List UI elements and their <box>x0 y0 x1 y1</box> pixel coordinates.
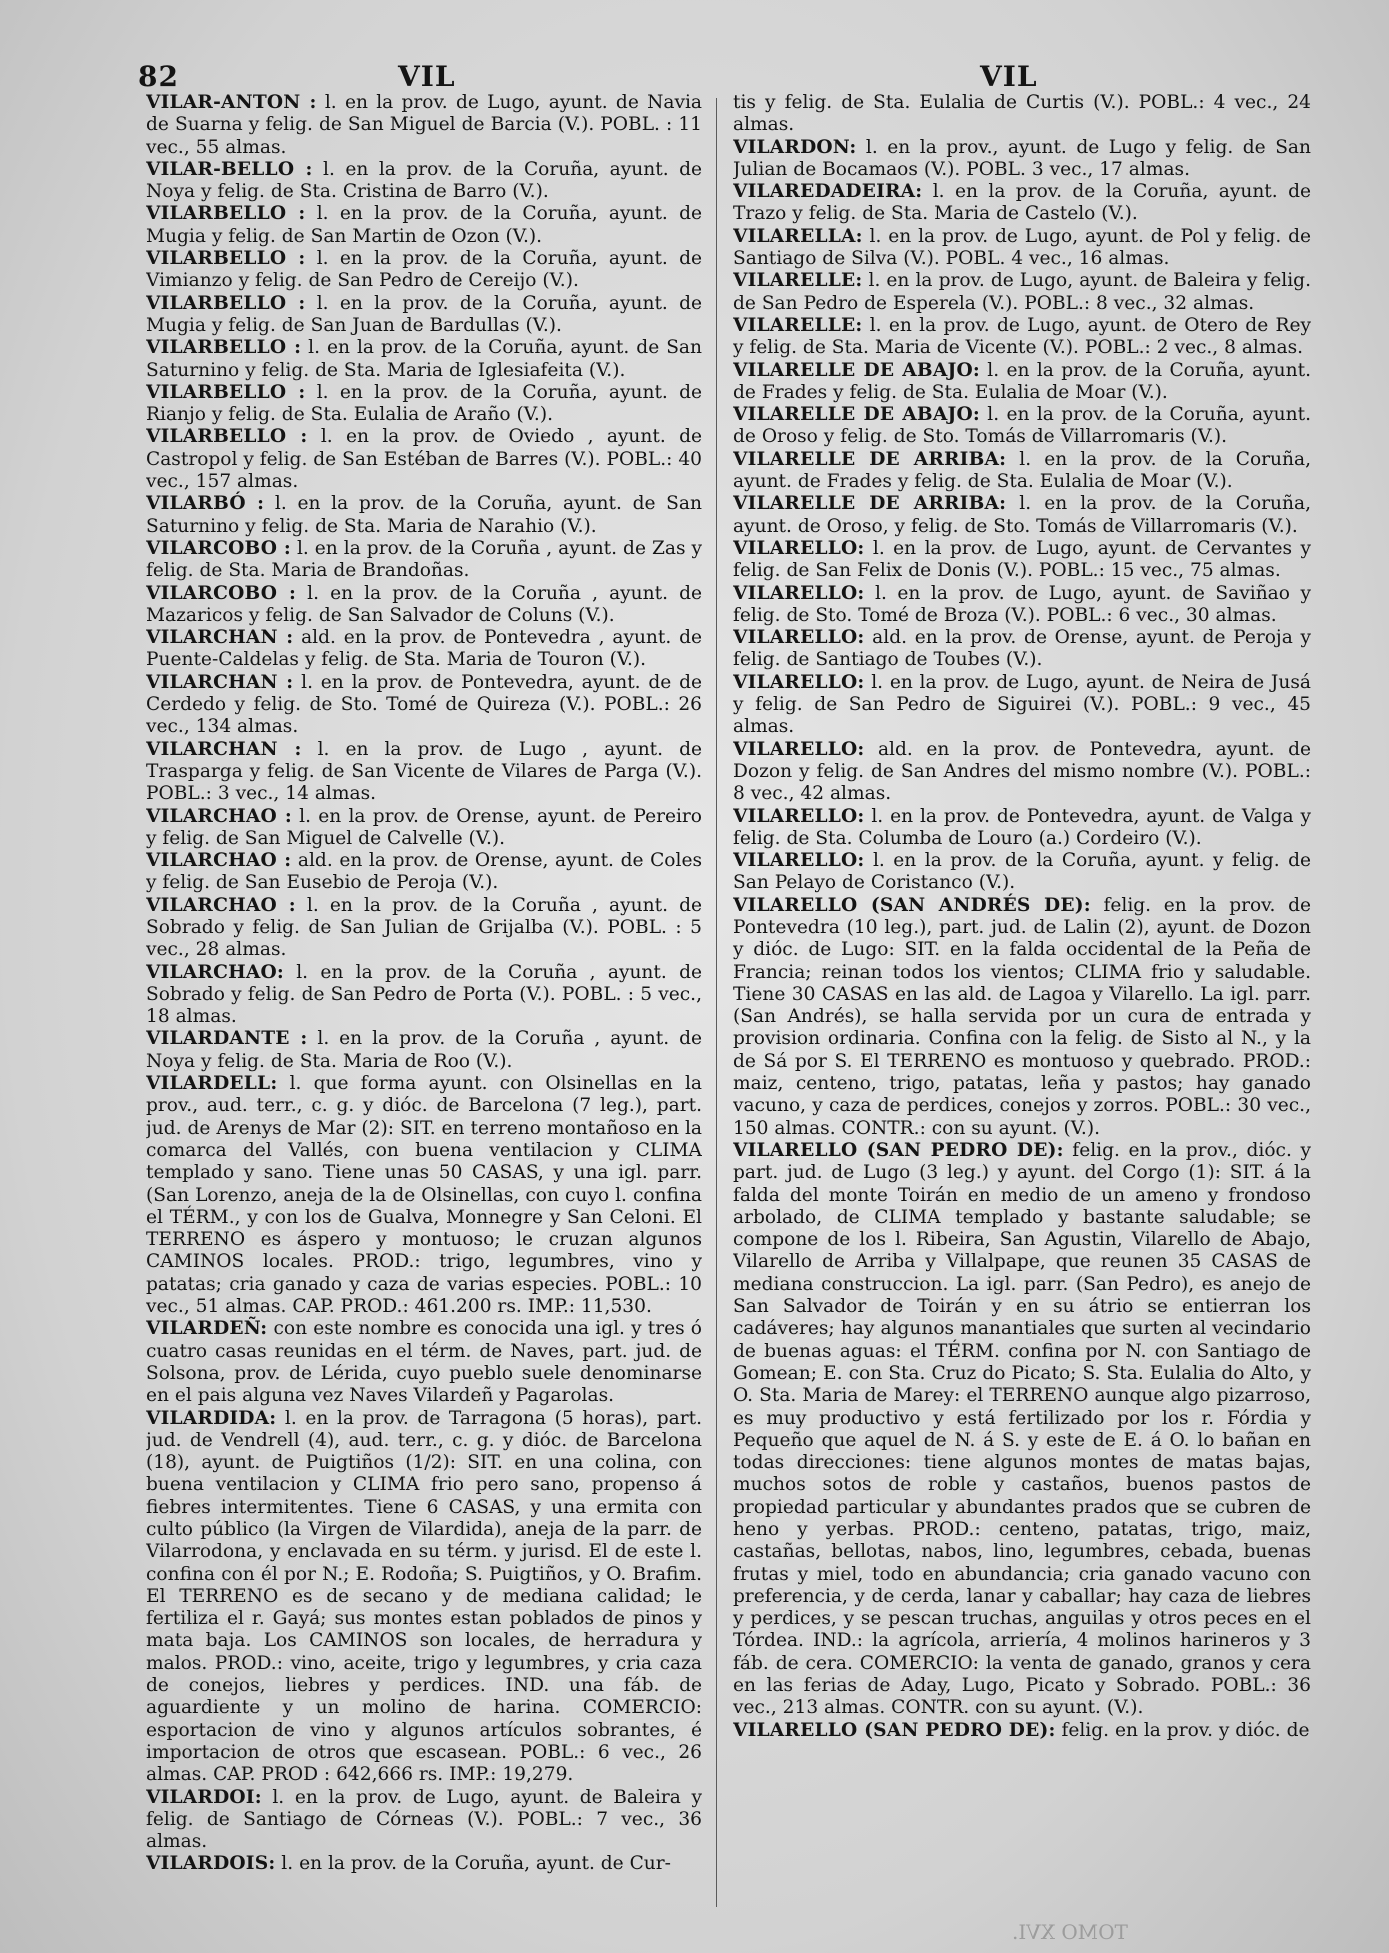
entry <box>146 583 702 628</box>
entry <box>146 493 702 538</box>
entry-headword: VILARCHAN : <box>146 671 294 693</box>
entry-body: l. en la prov., ayunt. de Lugo y felig. de San Julian de Bocamaos (V.). POBL. 3 vec., 17 almas. <box>733 136 1311 180</box>
entry-body: l. en la prov. de la Coruña , ayunt. de Mazaricos y felig. de San Salvador de Coluns (V.). <box>146 582 702 626</box>
entry-headword: VILARELLE DE ABAJO: <box>733 404 980 426</box>
entry-headword: VILARELLO: <box>733 537 865 559</box>
entry-body: l. en la prov. de Orense, ayunt. de Pereiro y felig. de San Miguel de Calvelle (V.). <box>146 805 702 849</box>
entry-body: felig. en la prov. de Pontevedra (10 leg.), part. jud. de Lalin (2), ayunt. de Dozon y dióc. de Lugo: SIT. en la falda occidental de la Peña de Francia; reinan todos los vientos; CLIMA frio y saludable. Tiene 30 CASAS en las ald. de Lagoa y Vilarello. La igl. parr. (San Andrés), se halla servida por un cura de entrada y provision ordinaria. Confina con la felig. de Sisto al N., y la de Sá por S. El TERRENO es montuoso y quebrado. PROD.: maiz, centeno, trigo, patatas, leña y pastos; hay ganado vacuno, y caza de perdices, conejos y zorros. POBL.: 30 vec., 150 almas. CONTR.: con su ayunt. (V.). <box>733 894 1311 1139</box>
entry-headword: VILARELLE: <box>733 314 863 336</box>
entry-headword: VILARDON: <box>733 136 857 158</box>
entry-headword: VILARELLO (SAN PEDRO DE): <box>733 1719 1056 1741</box>
entry-headword: VILARELLO: <box>733 582 865 604</box>
entry-body: l. en la prov. de Lugo, ayunt. de Cervantes y felig. de San Felix de Donis (V.). POBL.: 15 vec., 75 almas. <box>733 537 1311 582</box>
entry-body: l. en la prov. de Lugo, ayunt. de Baleira y felig. de San Pedro de Esperela (V.). POBL.: 8 vec., 32 almas. <box>733 270 1311 314</box>
entry-headword: VILARDOI: <box>146 1786 262 1808</box>
entry <box>146 337 702 382</box>
entry <box>733 181 1311 226</box>
entry-body: l. en la prov. de la Coruña, ayunt. de Oroso, y felig. de Sto. Tomás de Villarromaris (V.). <box>733 493 1311 537</box>
entry <box>733 538 1311 583</box>
entry-headword: VILARELLO: <box>733 738 865 760</box>
entry-body: l. en la prov. de la Coruña , ayunt. de Noya y felig. de Sta. Maria de Roo (V.). <box>146 1028 702 1072</box>
entry <box>733 627 1311 672</box>
entry-body: l. en la prov. de Lugo, ayunt. de Baleira y felig. de Santiago de Córneas (V.). POBL.: 7 vec., 36 almas. <box>146 1786 702 1853</box>
entry: tis y felig. de Sta. Eulalia de Curtis (V.). POBL.: 4 vec., 24 almas. <box>733 92 1311 136</box>
entry-body: l. en la prov. de Lugo , ayunt. de Trasparga y felig. de San Vicente de Vilares de Parga (V.). POBL.: 3 vec., 14 almas. <box>146 738 702 805</box>
entry <box>146 962 702 1029</box>
entry-headword: VILARELLA: <box>733 225 863 247</box>
entry <box>733 270 1311 315</box>
entry-body: con este nombre es conocida una igl. y tres ó cuatro casas reunidas en el térm. de Naves, part. jud. de Solsona, prov. de Lérida, cuyo pueblo suele denominarse en el pais alguna vez Naves Vilardeñ y Pagarolas. <box>146 1318 702 1407</box>
entry <box>146 739 702 806</box>
entry-headword: VILAR-ANTON : <box>146 92 317 113</box>
entry <box>733 404 1311 449</box>
entry-body: ald. en la prov. de Orense, ayunt. de Coles y felig. de San Eusebio de Peroja (V.). <box>146 850 702 894</box>
entry-headword: VILARCHAN : <box>146 738 302 760</box>
entry <box>733 226 1311 271</box>
entry <box>146 850 702 895</box>
entry-body: l. en la prov. de Lugo, ayunt. de Saviñao y felig. de Sto. Tomé de Broza (V.). POBL.: 6 vec., 30 almas. <box>733 582 1311 626</box>
entry-body: l. en la prov. de la Coruña, ayunt. y felig. de San Pelayo de Coristanco (V.). <box>733 850 1311 894</box>
entry-body: l. en la prov. de Oviedo , ayunt. de Castropol y felig. de San Estéban de Barres (V.). POBL.: 40 vec., 157 almas. <box>146 426 702 493</box>
entry-body: l. en la prov. de la Coruña, ayunt. de Oroso y felig. de Sto. Tomás de Villarromaris (V.). <box>733 404 1311 448</box>
entry-body: l. en la prov. de Lugo, ayunt. de Pol y felig. de Santiago de Silva (V.). POBL. 4 vec., 16 almas. <box>733 225 1311 270</box>
entry-body: ald. en la prov. de Orense, ayunt. de Peroja y felig. de Santiago de Toubes (V.). <box>733 627 1311 671</box>
entry-body: l. en la prov. de la Coruña, ayunt. de Noya y felig. de Sta. Cristina de Barro (V.). <box>146 158 702 203</box>
entry-headword: VILARELLO: <box>733 627 865 649</box>
entry-headword: VILARDELL: <box>146 1073 278 1095</box>
entry-headword: VILARCOBO : <box>146 537 291 559</box>
entry <box>146 806 702 851</box>
entry-body: l. en la prov. de la Coruña, ayunt. de Frades y felig. de Sta. Eulalia de Moar (V.). <box>733 359 1311 403</box>
entry-headword: VILARBELLO : <box>146 292 306 314</box>
entry <box>733 137 1311 182</box>
entry-headword: VILARELLO: <box>733 850 865 872</box>
entry-headword: VILARCOBO : <box>146 582 297 604</box>
entry-headword: VILARBELLO : <box>146 337 302 359</box>
entry <box>146 248 702 293</box>
entry-headword: VILARCHAO : <box>146 850 292 872</box>
entry <box>733 493 1311 538</box>
entry <box>146 1853 702 1875</box>
entry <box>733 360 1311 405</box>
entry-body: l. en la prov. de la Coruña, ayunt. de Rianjo y felig. de Sta. Eulalia de Araño (V.). <box>146 381 702 426</box>
entry-body: ald. en la prov. de Pontevedra, ayunt. de Dozon y felig. de San Andres del mismo nombre (V.). POBL.: 8 vec., 42 almas. <box>733 738 1311 805</box>
entry <box>733 1140 1311 1720</box>
entry-headword: VILARBELLO : <box>146 426 308 448</box>
entry-headword: VILARCHAN : <box>146 627 294 649</box>
entry <box>733 850 1311 895</box>
entry-headword: VILARCHAO: <box>146 961 284 983</box>
entry <box>146 382 702 427</box>
entry-headword: VILARDIDA: <box>146 1407 277 1429</box>
entry-headword: VILARCHAO : <box>146 805 292 827</box>
entry <box>733 895 1311 1140</box>
entry-headword: VILARELLO (SAN ANDRÉS DE): <box>733 894 1091 916</box>
page-number: 82 <box>138 60 179 93</box>
entry-headword: VILARDANTE : <box>146 1028 308 1050</box>
entry-body: l. en la prov. de la Coruña , ayunt. de Zas y felig. de Sta. Maria de Brandoñas. <box>146 537 702 582</box>
entry-headword: VILAREDADEIRA: <box>733 181 923 203</box>
entry-body: l. en la prov. de Lugo, ayunt. de Neira de Jusá y felig. de San Pedro de Siguirei (V.). POBL.: 9 vec., 45 almas. <box>733 671 1311 738</box>
entry-body: l. que forma ayunt. con Olsinellas en la prov., aud. terr., c. g. y dióc. de Barcelona (7 leg.), part. jud. de Arenys de Mar (2): SIT. en terreno montañoso en la comarca del Vallés, con buena ventilacion y CLIMA templado y sano. Tiene unas 50 CASAS, y una igl. parr. (San Lorenzo, aneja de la de Olsinellas, con cuyo l. confina el TÉRM., y con los de Gualva, Monnegre y San Celoni. El TERRENO es áspero y montuoso; le cruzan algunos CAMINOS locales. PROD.: trigo, legumbres, vino y patatas; cria ganado y caza de varias especies. POBL.: 10 vec., 51 almas. CAP. PROD.: 461.200 rs. IMP.: 11,530. <box>146 1073 702 1318</box>
entry-headword: VILARBELLO : <box>146 381 306 403</box>
entry <box>733 583 1311 628</box>
entry <box>146 627 702 672</box>
left-column <box>146 92 702 1905</box>
entry-body: l. en la prov. de Pontevedra, ayunt. de Valga y felig. de Sta. Columba de Louro (a.) Cordeiro (V.). <box>733 805 1311 849</box>
entry-body: l. en la prov. de la Coruña, ayunt. de Vimianzo y felig. de San Pedro de Cereijo (V.). <box>146 248 702 292</box>
entry-body: ald. en la prov. de Pontevedra , ayunt. de Puente-Caldelas y felig. de Sta. Maria de Touron (V.). <box>146 627 702 671</box>
entry-body: l. en la prov. de Lugo, ayunt. de Navia de Suarna y felig. de San Miguel de Barcia (V.). POBL. : 11 vec., 55 almas. <box>146 92 702 158</box>
entry <box>733 806 1311 851</box>
entry <box>146 203 702 248</box>
entry-body: l. en la prov. de la Coruña, ayunt. de San Saturnino y felig. de Sta. Maria de Iglesiafeita (V.). <box>146 337 702 381</box>
entry <box>146 538 702 583</box>
entry <box>146 1408 702 1787</box>
entry-body: l. en la prov. de la Coruña, ayunt. de Cur- <box>275 1853 671 1875</box>
entry-headword: VILARELLO: <box>733 671 865 693</box>
entry <box>146 293 702 338</box>
bleed-through-text: TOMO XVI. <box>1012 1920 1128 1944</box>
entry-headword: VILARELLE: <box>733 270 863 292</box>
entry <box>146 895 702 962</box>
entry <box>733 449 1311 494</box>
entry-body: l. en la prov. de Pontevedra, ayunt. de de Cerdedo y felig. de Sto. Tomé de Quireza (V.). POBL.: 26 vec., 134 almas. <box>146 671 702 738</box>
entry-headword: VILARDEÑ: <box>146 1318 268 1340</box>
right-header-word: VIL <box>980 60 1038 93</box>
entry <box>733 672 1311 739</box>
entry <box>733 739 1311 806</box>
entry-body: l. en la prov. de Tarragona (5 horas), part. jud. de Vendrell (4), aud. terr., c. g. y dióc. de Barcelona (18), ayunt. de Puigtiños (1/2): SIT. en una colina, con buena ventilacion y CLIMA frio pero sano, propenso á fiebres intermitentes. Tiene 6 CASAS, y una ermita con culto público (la Virgen de Vilardida), aneja de la parr. de Vilarrodona, y enclavada en su térm. y jurisd. El de este l. confina con él por N.; E. Rodoña; S. Puigtiños, y O. Brafim. El TERRENO es de secano y de mediana calidad; le fertiliza el r. Gayá; sus montes estan poblados de pinos y mata baja. Los CAMINOS son locales, de herradura y malos. PROD.: vino, aceite, trigo y legumbres, y cria caza de conejos, liebres y perdices. IND. una fáb. de aguardiente y un molino de harina. COMERCIO: esportacion de vino y algunos artículos sobrantes, é importacion de otros que escasean. POBL.: 6 vec., 26 almas. CAP. PROD : 642,666 rs. IMP.: 19,279. <box>146 1407 702 1786</box>
entry-headword: VILARELLE DE ABAJO: <box>733 359 980 381</box>
entry-body: l. en la prov. de la Coruña, ayunt. de Mugia y felig. de San Juan de Bardullas (V.). <box>146 292 702 336</box>
entry-headword: VILARELLE DE ARRIBA: <box>733 448 1007 470</box>
entry <box>146 1787 702 1854</box>
entry <box>146 672 702 739</box>
entry-body: l. en la prov. de la Coruña , ayunt. de Sobrado y felig. de San Julian de Grijalba (V.). POBL. : 5 vec., 28 almas. <box>146 894 702 961</box>
entry-headword: VILARELLE DE ARRIBA: <box>733 493 1007 515</box>
entry <box>146 1028 702 1073</box>
entry-body: l. en la prov. de la Coruña , ayunt. de Sobrado y felig. de San Pedro de Porta (V.). POBL. : 5 vec., 18 almas. <box>146 961 702 1028</box>
entry-headword: VILAR-BELLO : <box>146 158 313 180</box>
entry-headword: VILARELLO: <box>733 805 865 827</box>
entry-headword: VILARELLO (SAN PEDRO DE): <box>733 1139 1064 1161</box>
entry-headword: VILARBELLO : <box>146 203 306 225</box>
entry <box>146 159 702 204</box>
entry <box>146 1318 702 1407</box>
left-header-word: VIL <box>398 60 456 93</box>
entry-body: felig. en la prov., dióc. y part. jud. de Lugo (3 leg.) y ayunt. del Corgo (1): SIT. á la falda del monte Toirán en medio de un ameno y frondoso arbolado, de CLIMA templado y bastante saludable; se compone de los l. Ribeira, San Agustin, Vilarello de Abajo, Vilarello de Arriba y Villalpape, que reunen 35 CASAS de mediana construccion. La igl. parr. (San Pedro), es anejo de San Salvador de Toirán y en su átrio se entierran los cadáveres; hay algunos manantiales que surten al vecindario de buenas aguas: el TÉRM. confina por N. con Santiago de Gomean; E. con Sta. Cruz do Picato; S. Sta. Eulalia do Alto, y O. Sta. Maria de Marey: el TERRENO aunque algo pizarroso, es muy productivo y está fertilizado por los r. Fórdia y Pequeño que aquel de N. á S. y este de E. á O. lo bañan en todas direcciones: tiene algunos montes de matas bajas, muchos sotos de roble y castaños, buenos pastos de propiedad particular y abundantes prados que se cubren de heno y yerbas. PROD.: centeno, patatas, trigo, maiz, castañas, bellotas, nabos, lino, legumbres, cebada, buenas frutas y miel, todo en abundancia; cria ganado vacuno con preferencia, y de cerda, lanar y caballar; hay caza de liebres y perdices, y se pescan truchas, anguilas y otros peces en el Tórdea. IND.: la agrícola, arriería, 4 molinos harineros y 3 fáb. de cera. COMERCIO: la venta de ganado, granos y cera en las ferias de Aday, Lugo, Picato y Sobrado. POBL.: 36 vec., 213 almas. CONTR. con su ayunt. (V.). <box>733 1139 1311 1719</box>
entry <box>146 92 702 159</box>
column-divider <box>716 98 717 1907</box>
entry <box>733 1720 1311 1742</box>
entry <box>146 1073 702 1318</box>
entry-headword: VILARBÓ : <box>146 493 265 515</box>
entry-body: felig. en la prov. y dióc. de <box>1055 1719 1310 1741</box>
right-column <box>733 92 1311 1905</box>
entry-body: l. en la prov. de la Coruña, ayunt. de Frades y felig. de Sta. Eulalia de Moar (V.). <box>733 448 1311 493</box>
entry-body: l. en la prov. de la Coruña, ayunt. de Mugia y felig. de San Martin de Ozon (V.). <box>146 203 702 247</box>
entry-headword: VILARDOIS: <box>146 1853 276 1875</box>
entry-body: l. en la prov. de Lugo, ayunt. de Otero de Rey y felig. de Sta. Maria de Vicente (V.). POBL.: 2 vec., 8 almas. <box>733 314 1311 359</box>
entry-body: l. en la prov. de la Coruña, ayunt. de San Saturnino y felig. de Sta. Maria de Narahio (V.). <box>146 493 702 537</box>
entry-headword: VILARCHAO : <box>146 894 296 916</box>
entry-body: l. en la prov. de la Coruña, ayunt. de Trazo y felig. de Sta. Maria de Castelo (V.). <box>733 181 1311 225</box>
entry <box>733 315 1311 360</box>
entry <box>146 426 702 493</box>
entry-headword: VILARBELLO : <box>146 248 306 270</box>
